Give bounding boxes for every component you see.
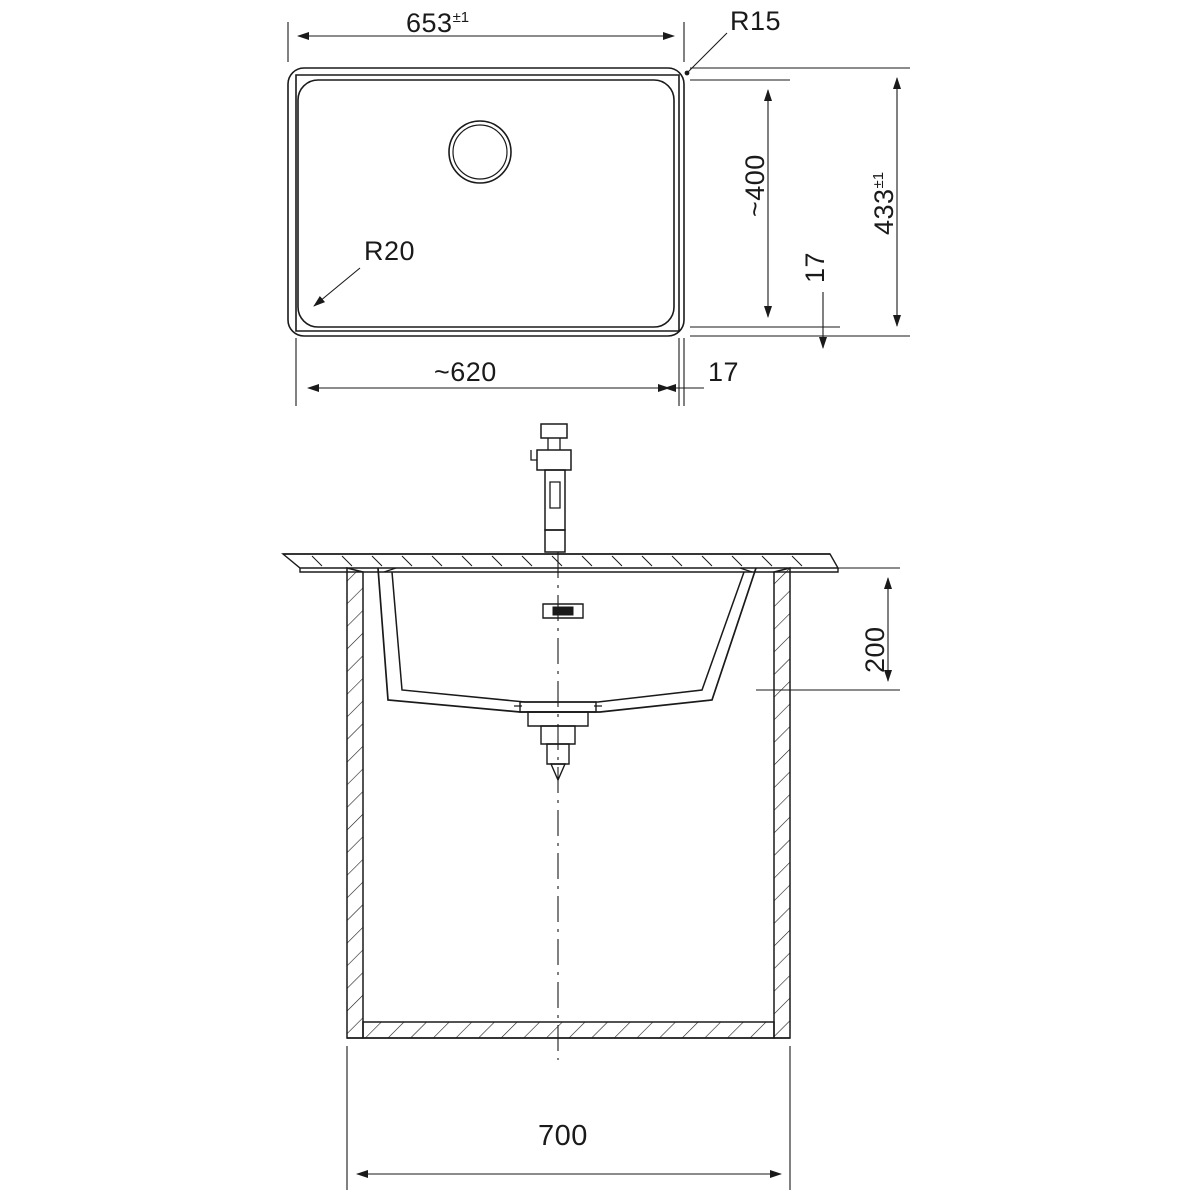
- dimension-corner-radius-inner: R20: [364, 236, 416, 266]
- dimension-overall-depth: $433^{\pm 1}$: [869, 171, 899, 235]
- dimension-rim-width-bottom: 17: [708, 357, 740, 387]
- dimension-bowl-depth: ~400: [740, 154, 770, 217]
- dimension-rim-width-right: 17: [800, 251, 830, 283]
- top-view-geometry: [288, 68, 684, 336]
- dimension-corner-radius-outer: R15: [730, 6, 782, 36]
- dimension-bowl-width: ~620: [434, 357, 497, 387]
- dimension-cabinet-width: 700: [538, 1120, 588, 1152]
- section-view-dimension-lines: [347, 568, 900, 1190]
- section-view-geometry: [283, 424, 838, 1060]
- dimension-bowl-height: 200: [860, 626, 890, 673]
- dimension-overall-width: $653^{\pm 1}$: [406, 8, 470, 38]
